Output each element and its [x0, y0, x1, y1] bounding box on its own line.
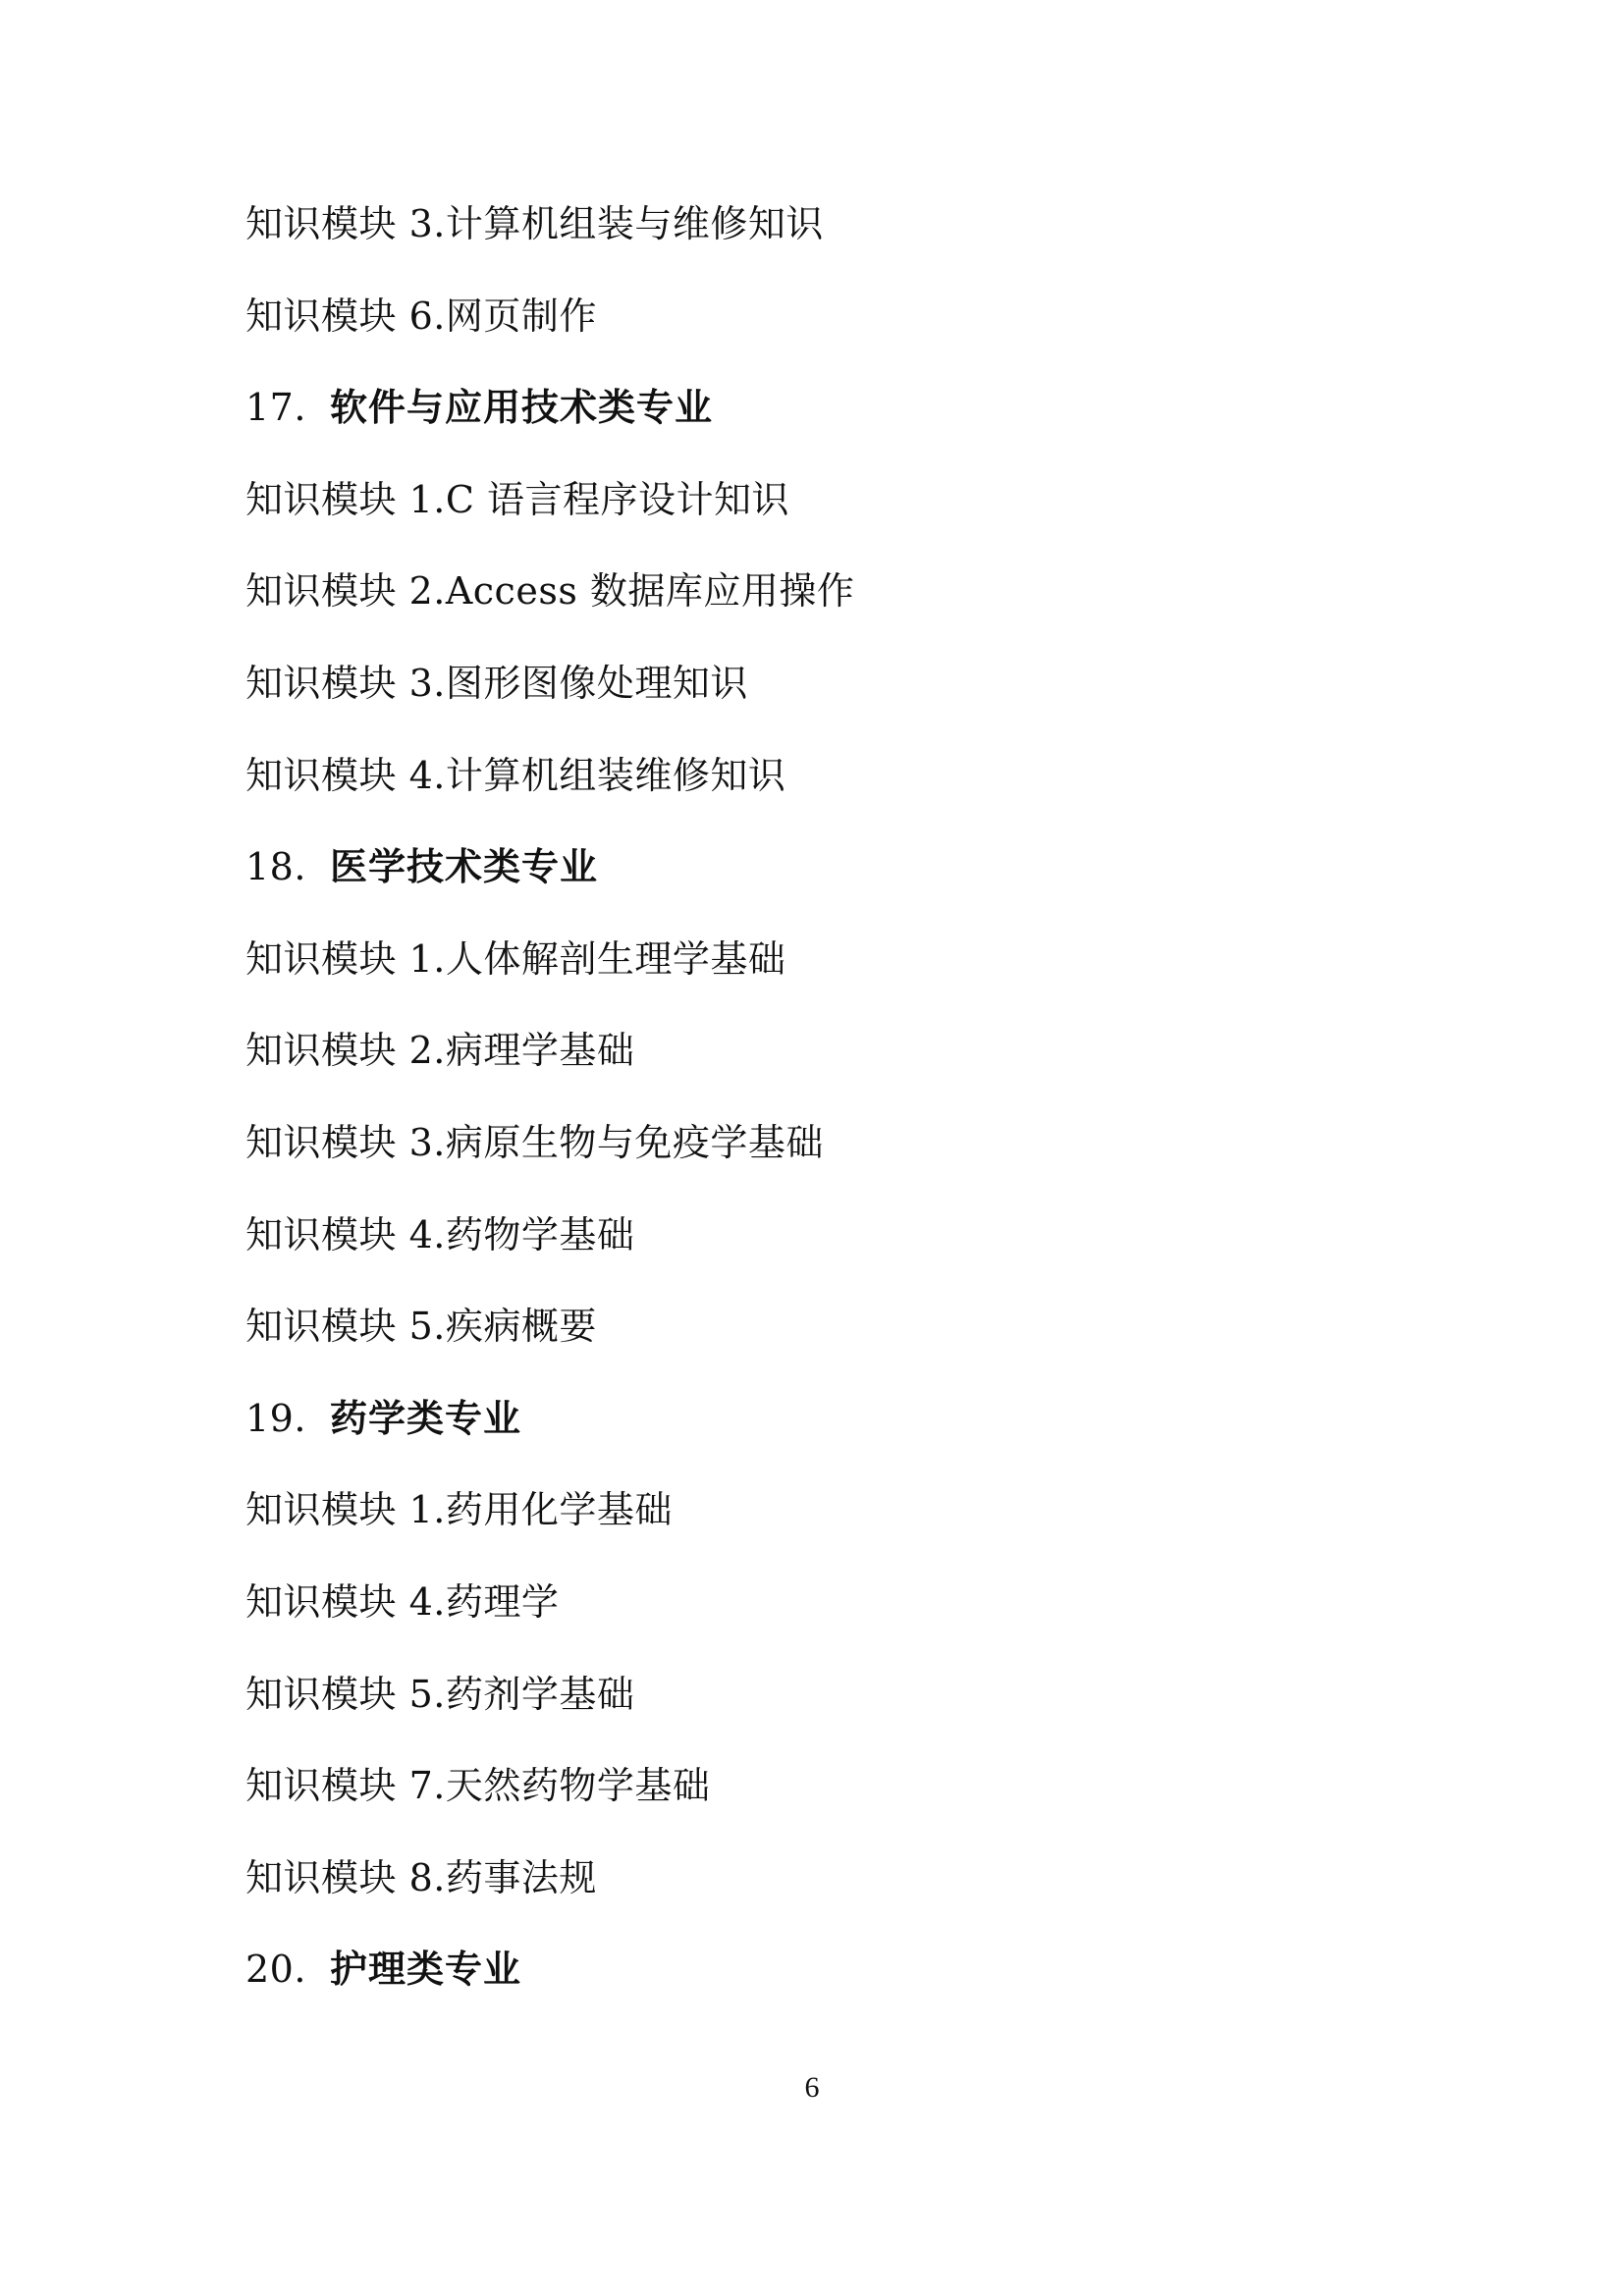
section-number: 17.	[245, 386, 306, 430]
section-number: 20.	[245, 1948, 306, 1992]
section-number: 19.	[245, 1396, 306, 1440]
page-number: 6	[804, 2071, 820, 2104]
module-item: 知识模块 4.药理学	[245, 1579, 560, 1624]
module-item: 知识模块 2.Access 数据库应用操作	[245, 569, 855, 614]
section-number: 18.	[245, 845, 306, 889]
section-title: 医学技术类专业	[330, 845, 599, 889]
section-title: 药学类专业	[330, 1396, 522, 1440]
section-title: 护理类专业	[330, 1948, 522, 1992]
module-item: 知识模块 3.计算机组装与维修知识	[245, 202, 824, 245]
section-heading	[245, 1387, 1384, 1479]
section-title: 软件与应用技术类专业	[330, 386, 714, 430]
module-item: 知识模块 4.计算机组装维修知识	[245, 753, 786, 797]
module-item: 知识模块 3.图形图像处理知识	[245, 661, 748, 705]
section-heading	[245, 376, 1384, 468]
page-content	[245, 192, 1384, 2030]
section-heading	[245, 1938, 1384, 2030]
module-item: 知识模块 7.天然药物学基础	[245, 1764, 711, 1808]
module-item: 知识模块 3.病原生物与免疫学基础	[245, 1120, 824, 1164]
section-heading	[245, 835, 1384, 928]
module-item: 知识模块 5.疾病概要	[245, 1305, 597, 1349]
module-item: 知识模块 4.药物学基础	[245, 1212, 635, 1256]
module-item: 知识模块 1.人体解剖生理学基础	[245, 936, 786, 981]
module-item: 知识模块 5.药剂学基础	[245, 1672, 635, 1716]
module-item: 知识模块 1.C 语言程序设计知识	[245, 477, 789, 521]
module-item: 知识模块 8.药事法规	[245, 1855, 597, 1899]
module-item: 知识模块 1.药用化学基础	[245, 1488, 673, 1532]
module-item: 知识模块 2.病理学基础	[245, 1029, 635, 1073]
module-item: 知识模块 6.网页制作	[245, 294, 597, 338]
